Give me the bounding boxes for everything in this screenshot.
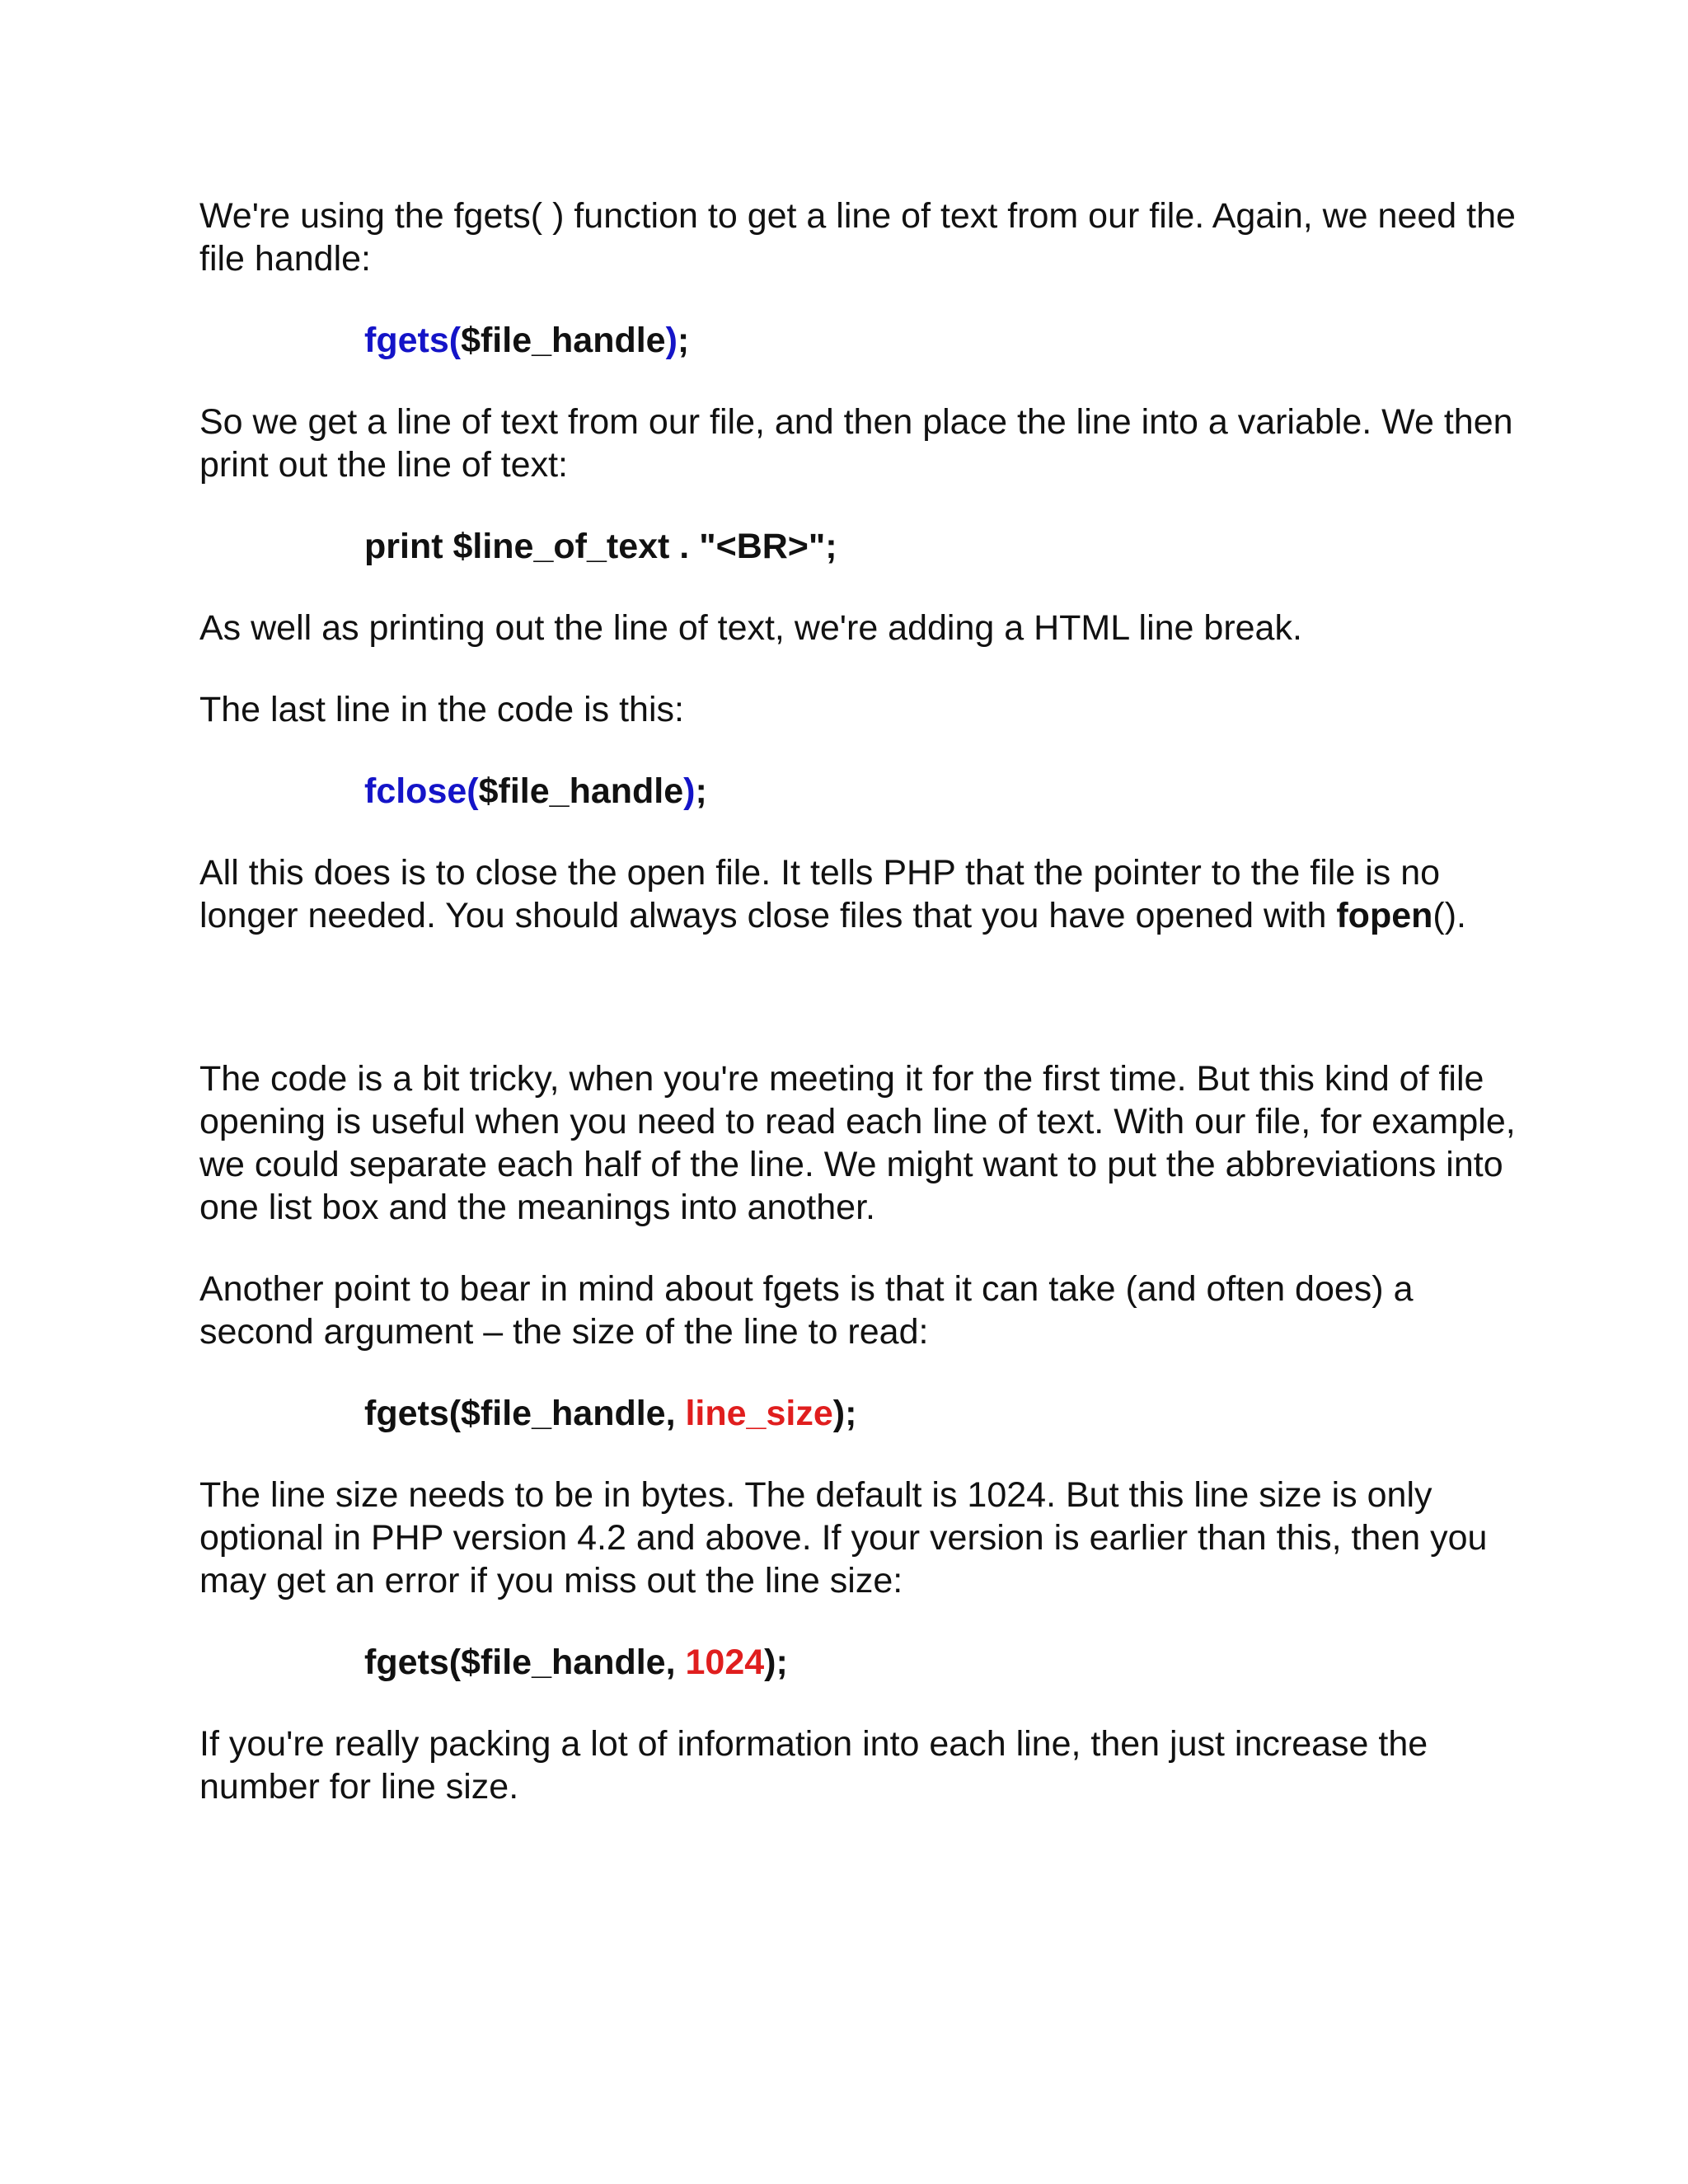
close-explanation-fopen: fopen: [1336, 896, 1433, 935]
paragraph-increase-size: If you're really packing a lot of information into each line, then just increase the number for line size.: [199, 1724, 1428, 1807]
paragraph-print-intro: So we get a line of text from our file, and then place the line into a variable. We then print out the line of text:: [199, 402, 1513, 485]
code-fgets: [199, 319, 1518, 362]
code-fclose-semicolon: ;: [695, 771, 707, 811]
document-page: [199, 194, 1518, 1847]
code-fgets-1024: [199, 1641, 1518, 1684]
code-fgets-argument: $file_handle: [461, 321, 666, 360]
code-fclose-function: fclose(: [364, 771, 479, 811]
close-explanation-text: All this does is to close the open file. It tells PHP that the pointer to the file is no longer needed. You should always close files that you have opened with: [199, 853, 1441, 935]
paragraph-close-explanation: [199, 851, 1518, 937]
code-print: print $line_of_text . "<BR>";: [364, 527, 837, 566]
code-fgets-close-paren: ): [665, 321, 678, 360]
code-line-size-prefix: fgets($file_handle,: [364, 1394, 686, 1433]
vertical-gap: [199, 976, 1518, 1057]
code-fclose: [199, 770, 1518, 813]
code-line-size-suffix: );: [832, 1394, 857, 1433]
code-fgets-semicolon: ;: [677, 321, 690, 360]
paragraph-line-size-bytes: The line size needs to be in bytes. The default is 1024. But this line size is only optional in PHP version 4.2 and above. If your version is earlier than this, then you may get an error if you miss out the line size:: [199, 1475, 1488, 1601]
code-fgets-line-size: [199, 1392, 1518, 1435]
code-fclose-close-paren: ): [683, 771, 696, 811]
code-fclose-argument: $file_handle: [478, 771, 684, 811]
paragraph-last-line: The last line in the code is this:: [199, 690, 684, 729]
code-1024-argument: 1024: [685, 1643, 765, 1682]
code-1024-suffix: );: [764, 1643, 788, 1682]
paragraph-tricky-code: The code is a bit tricky, when you're meeting it for the first time. But this kind of file opening is useful when you need to read each line of text. With our file, for example, we could separate each half of the line. We might want to put the abbreviations into one list box and the meanings into another.: [199, 1059, 1516, 1227]
close-explanation-tail: ().: [1432, 896, 1466, 935]
paragraph-second-argument: Another point to bear in mind about fgets is that it can take (and often does) a second argument – the size of the line to read:: [199, 1269, 1414, 1352]
code-1024-prefix: fgets($file_handle,: [364, 1643, 686, 1682]
paragraph-line-break: As well as printing out the line of text, we're adding a HTML line break.: [199, 608, 1302, 648]
paragraph-fgets-intro: We're using the fgets( ) function to get a line of text from our file. Again, we need the file handle:: [199, 196, 1516, 279]
code-fgets-function: fgets(: [364, 321, 462, 360]
code-line-size-argument: line_size: [685, 1394, 833, 1433]
